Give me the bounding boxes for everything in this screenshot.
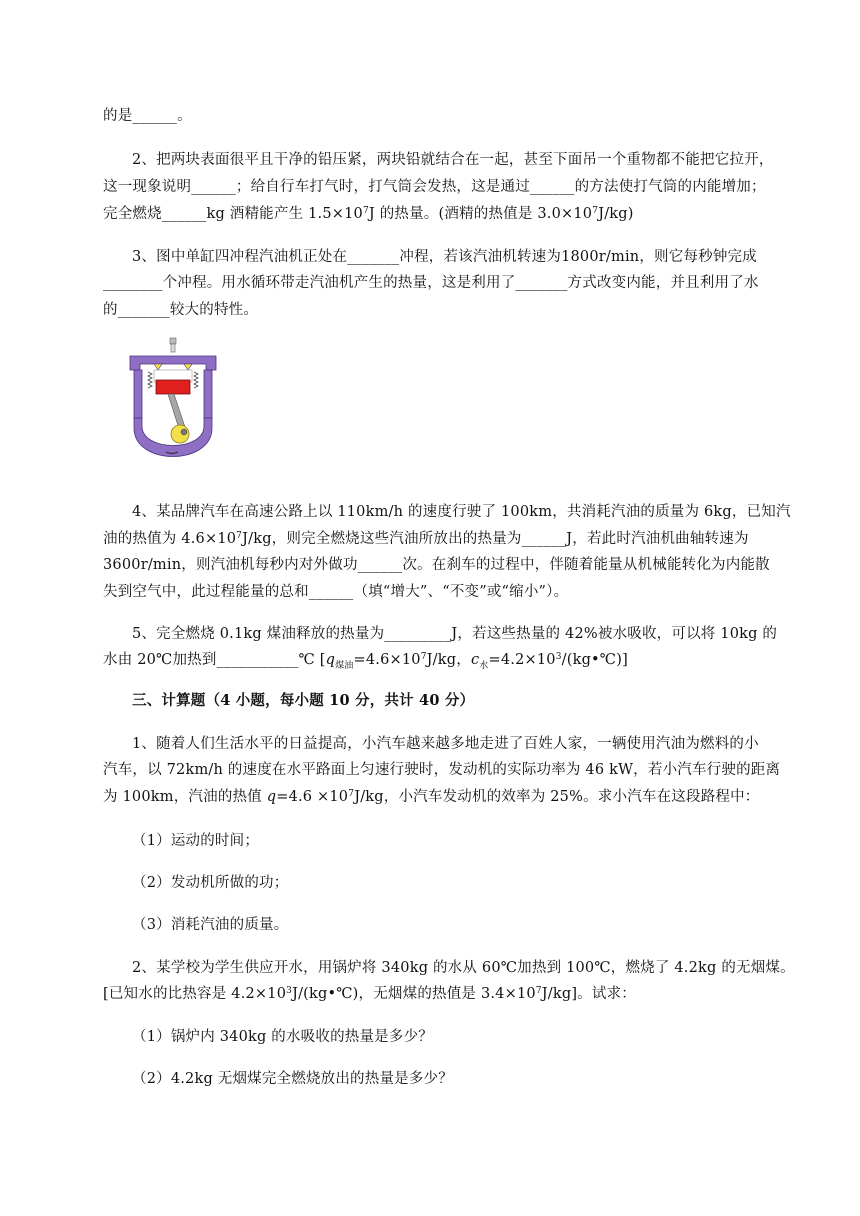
sub-question: （1）运动的时间；	[132, 833, 260, 849]
sub-question: （3）消耗汽油的质量。	[132, 917, 289, 933]
question-5-line: 5、完全燃烧 0.1kg 煤油释放的热量为_________J，若这些热量的 42%被水吸收，可以将 10kg 的	[132, 626, 778, 642]
question-4-line: 油的热值为 $4.6\times 10^7J/kg$，则完全燃烧这些汽油所放出的热量为______J，若此时汽油机曲轴转速为	[103, 531, 749, 547]
question-3-line: 的_______较大的特性。	[103, 302, 259, 318]
calc-question-1-line: 1、随着人们生活水平的日益提高，小汽车越来越多地走进了百姓人家，一辆使用汽油为燃料的小	[132, 736, 759, 752]
calc-question-2-line: 2、某学校为学生供应开水，用锅炉将 340kg 的水从 60℃加热到 100℃，燃烧了 4.2kg 的无烟煤。	[132, 960, 795, 976]
question-3-line: ________个冲程。用水循环带走汽油机产生的热量，这是利用了_______方式改变内能，并且利用了水	[103, 275, 759, 291]
question-5-line: 水由 20℃加热到___________℃ [$q_{煤油}=4.6\times 10^7J/kg$，$c_水=4.2\times 10^3/(kg•℃)$]	[103, 652, 628, 671]
engine-cylinder-diagram	[128, 336, 218, 468]
sub-question: （2）4.2kg 无烟煤完全燃烧放出的热量是多少？	[132, 1071, 453, 1087]
question-3-line: 3、图中单缸四冲程汽油机正处在_______冲程，若该汽油机转速为1800r/min，则它每秒钟完成	[132, 249, 757, 265]
question-4-line: 3600r/min，则汽油机每秒内对外做功______次。在刹车的过程中，伴随着能量从机械能转化为内能散	[103, 557, 770, 573]
calc-question-1-line: 汽车，以 72km/h 的速度在水平路面上匀速行驶时，发动机的实际功率为 46 kW，若小汽车行驶的距离	[103, 762, 781, 778]
sub-question: （1）锅炉内 340kg 的水吸收的热量是多少？	[132, 1029, 433, 1045]
question-2-line: 完全燃烧______kg 酒精能产生 $1.5\times 10^7J$ 的热量。(酒精的热值是 $3.0\times 10^7J/kg$)	[103, 206, 634, 222]
question-4-line: 4、某品牌汽车在高速公路上以 110km/h 的速度行驶了 100km，共消耗汽油的质量为 6kg，已知汽	[132, 504, 791, 520]
question-4-line: 失到空气中，此过程能量的总和______（填“增大”、“不变”或“缩小”）。	[103, 584, 569, 600]
question-2-line: 这一现象说明______；给自行车打气时，打气筒会发热，这是通过______的方法使打气筒的内能增加；	[103, 179, 766, 195]
question-2-line: 2、把两块表面很平且干净的铅压紧，两块铅就结合在一起，甚至下面吊一个重物都不能把它拉开，	[132, 152, 774, 168]
calc-question-2-line: [已知水的比热容是 $4.2\times 10^3J/(kg•℃)$，无烟煤的热值是 $3.4\times 10^7J/kg$]。试求：	[103, 986, 636, 1002]
sub-question: （2）发动机所做的功；	[132, 875, 289, 891]
text-line: 的是______。	[103, 108, 192, 124]
calc-question-1-line: 为 100km，汽油的热值 $q=4.6 \times 10^7J/kg$，小汽车发动机的效率为 25%。求小汽车在这段路程中：	[103, 789, 760, 805]
section-heading: 三、计算题（4 小题，每小题 10 分，共计 40 分）	[132, 692, 475, 709]
